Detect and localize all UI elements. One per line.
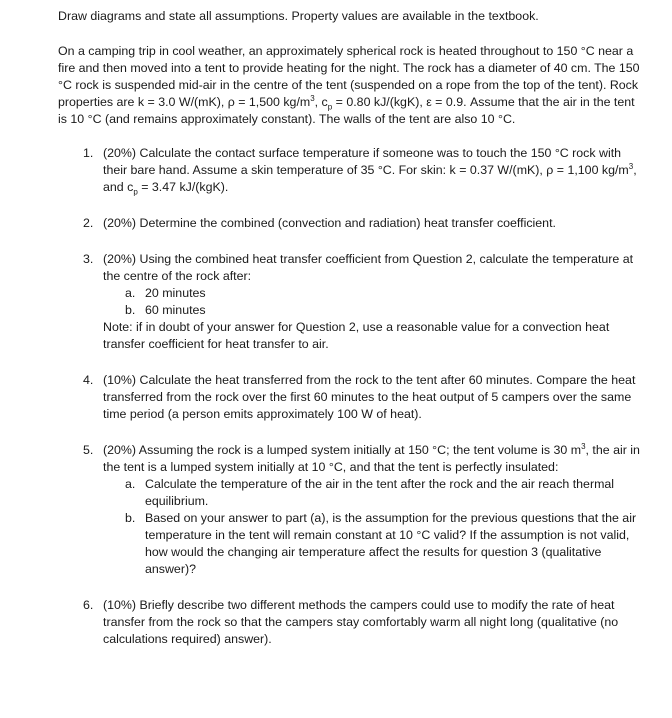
question-text: (20%) Determine the combined (convection and radiation) heat transfer coefficient. <box>103 216 556 230</box>
question-2 <box>58 215 644 232</box>
cp-subscript: p <box>133 187 138 197</box>
question-5 <box>58 442 644 578</box>
document-page <box>58 8 644 648</box>
question-text <box>103 145 644 196</box>
question-number: 5. <box>83 443 94 457</box>
sub-question-b <box>103 510 644 578</box>
sub-question-b <box>103 302 644 319</box>
question-1-text-part-3: = 3.47 kJ/(kgK). <box>137 180 229 194</box>
question-number: 3. <box>83 252 94 266</box>
scenario-text-part-2: , c <box>314 95 328 109</box>
question-1-text-part-1: (20%) Calculate the contact surface temperature if someone was to touch the 150 °C rock with their bare hand. Assume a skin temperature of 35 °C. For skin: k = 0.37 W/(mK), ρ = 1,100 kg/m <box>103 146 629 177</box>
question-number: 6. <box>83 598 94 612</box>
question-list <box>58 145 644 648</box>
question-text: (20%) Using the combined heat transfer coefficient from Question 2, calculate the temperature at the centre of the rock after: <box>103 252 634 283</box>
cubic-superscript: 3 <box>581 441 586 451</box>
question-1-text-part-2: , and c <box>103 163 637 194</box>
question-1 <box>58 145 644 196</box>
question-6 <box>58 597 644 648</box>
scenario-text-part-3: = 0.80 kJ/(kgK), ε = 0.9. Assume that the air in the tent is 10 °C (and remains approximately constant). The walls of the tent are also 10 °C. <box>58 95 635 126</box>
sub-question-text: 60 minutes <box>145 303 206 317</box>
question-number: 4. <box>83 373 94 387</box>
question-5-text-part-2: , the air in the tent is a lumped system initially at 10 °C, and that the tent is perfectly insulated: <box>103 443 640 474</box>
scenario-text-part-1: On a camping trip in cool weather, an approximately spherical rock is heated throughout to 150 °C near a fire and then moved into a tent to provide heating for the night. The rock has a diameter of 40 cm. The 150 °C rock is suspended mid-air in the centre of the tent (suspended on a rope from the top of the tent). Rock properties are k = 3.0 W/(mK), ρ = 1,500 kg/m <box>58 44 640 109</box>
problem-scenario <box>58 43 644 128</box>
question-4 <box>58 372 644 423</box>
instructions: Draw diagrams and state all assumptions. Property values are available in the textbook. <box>58 9 539 23</box>
question-number: 2. <box>83 216 94 230</box>
sub-question-a <box>103 285 644 302</box>
cubic-superscript: 3 <box>310 93 315 103</box>
sub-question-letter: b. <box>125 303 136 317</box>
cubic-superscript: 3 <box>628 161 634 171</box>
sub-question-text: Based on your answer to part (a), is the assumption for the previous questions that the air temperature in the tent will remain constant at 10 °C valid? If the assumption is not valid, how would the changing air temperature affect the results for question 3 (qualitative answer)? <box>145 511 637 576</box>
sub-question-text: Calculate the temperature of the air in the tent after the rock and the air reach thermal equilibrium. <box>145 477 615 508</box>
sub-question-text: 20 minutes <box>145 286 206 300</box>
sub-question-letter: a. <box>125 477 136 491</box>
sub-question-letter: a. <box>125 286 136 300</box>
question-text: (10%) Calculate the heat transferred from the rock to the tent after 60 minutes. Compare the heat transferred from the rock over the first 60 minutes to the heat output of 5 campers over the same time period (a person emits approximately 100 W of heat). <box>103 373 636 421</box>
sub-question-a <box>103 476 644 510</box>
sub-question-letter: b. <box>125 511 136 525</box>
question-note: Note: if in doubt of your answer for Question 2, use a reasonable value for a convection heat transfer coefficient for heat transfer to air. <box>103 320 610 351</box>
question-3 <box>58 251 644 353</box>
cp-subscript: p <box>327 102 333 112</box>
question-text: (10%) Briefly describe two different methods the campers could use to modify the rate of heat transfer from the rock so that the campers stay comfortably warm all night long (qualitative (no calculations required) answer). <box>103 598 619 646</box>
question-text <box>103 442 644 476</box>
question-number: 1. <box>83 146 94 160</box>
question-5-text-part-1: (20%) Assuming the rock is a lumped system initially at 150 °C; the tent volume is 30 m <box>103 443 582 457</box>
